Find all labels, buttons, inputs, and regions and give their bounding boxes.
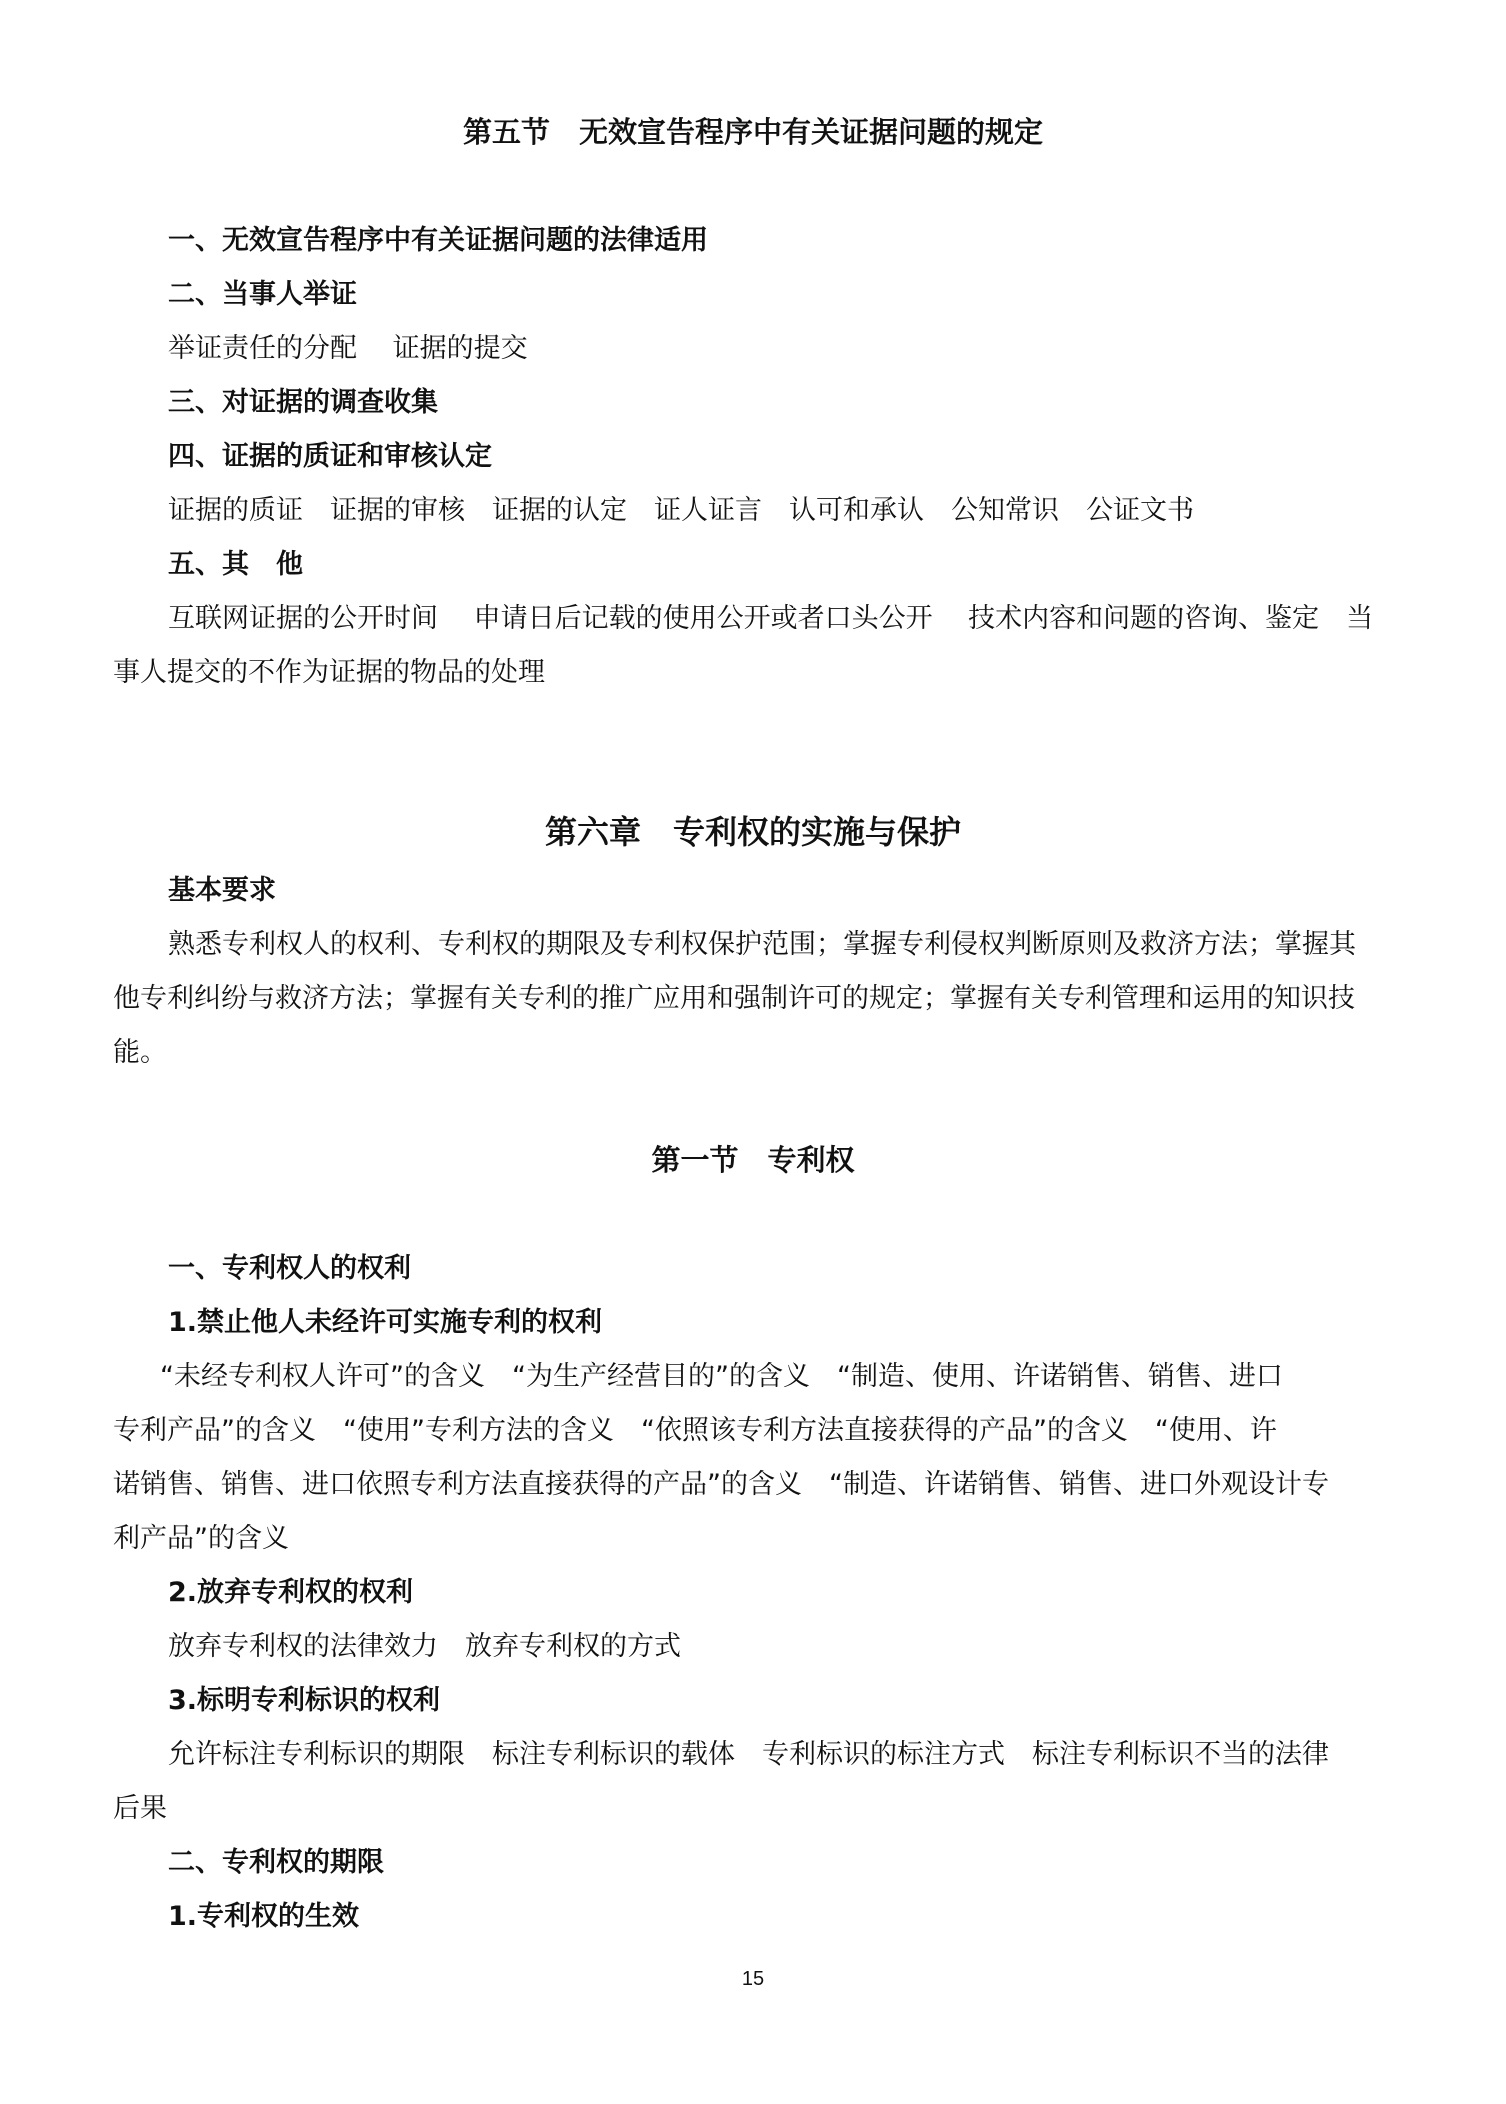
paragraph-line: 专利产品”的含义 “使用”专利方法的含义 “依照该专利方法直接获得的产品”的含义 “使用、许	[113, 1415, 1277, 1446]
paragraph-line: 证据的质证 证据的审核 证据的认定 证人证言 认可和承认 公知常识 公证文书	[168, 495, 1194, 526]
heading-3: 三、对证据的调查收集	[168, 387, 438, 418]
paragraph-line: 举证责任的分配 证据的提交	[168, 333, 528, 364]
paragraph-line: 诺销售、销售、进口依照专利方法直接获得的产品”的含义 “制造、许诺销售、销售、进口外观设计专	[113, 1469, 1329, 1500]
chapter-title: 第六章 专利权的实施与保护	[544, 813, 961, 851]
paragraph-line: 后果	[113, 1793, 167, 1824]
page-number: 15	[741, 1968, 765, 1990]
paragraph-line: “未经专利权人许可”的含义 “为生产经营目的”的含义 “制造、使用、许诺销售、销售、进口	[160, 1361, 1283, 1392]
requirements-heading: 基本要求	[168, 875, 276, 906]
heading-4: 四、证据的质证和审核认定	[168, 441, 492, 472]
paragraph-line: 利产品”的含义	[113, 1523, 289, 1554]
paragraph-line: 他专利纠纷与救济方法；掌握有关专利的推广应用和强制许可的规定；掌握有关专利管理和运用的知识技	[113, 983, 1355, 1014]
paragraph-line: 允许标注专利标识的期限 标注专利标识的载体 专利标识的标注方式 标注专利标识不当的法律	[168, 1739, 1329, 1770]
heading-1: 一、无效宣告程序中有关证据问题的法律适用	[168, 225, 708, 256]
subheading: 2.放弃专利权的权利	[168, 1577, 414, 1608]
heading-1: 一、专利权人的权利	[168, 1253, 411, 1284]
heading-5: 五、其 他	[168, 549, 303, 580]
paragraph-line: 互联网证据的公开时间 申请日后记载的使用公开或者口头公开 技术内容和问题的咨询、鉴定 当	[168, 603, 1374, 634]
heading-2: 二、当事人举证	[168, 279, 357, 310]
heading-2: 二、专利权的期限	[168, 1847, 384, 1878]
paragraph-line: 事人提交的不作为证据的物品的处理	[113, 657, 545, 688]
section-title: 第五节 无效宣告程序中有关证据问题的规定	[462, 115, 1043, 149]
subheading: 1.禁止他人未经许可实施专利的权利	[168, 1307, 603, 1338]
subheading: 3.标明专利标识的权利	[168, 1685, 441, 1716]
paragraph-line: 放弃专利权的法律效力 放弃专利权的方式	[168, 1631, 681, 1662]
paragraph-line: 能。	[113, 1037, 167, 1068]
section-title: 第一节 专利权	[651, 1143, 855, 1177]
paragraph-line: 熟悉专利权人的权利、专利权的期限及专利权保护范围；掌握专利侵权判断原则及救济方法；掌握其	[168, 929, 1356, 960]
subheading: 1.专利权的生效	[168, 1901, 360, 1932]
